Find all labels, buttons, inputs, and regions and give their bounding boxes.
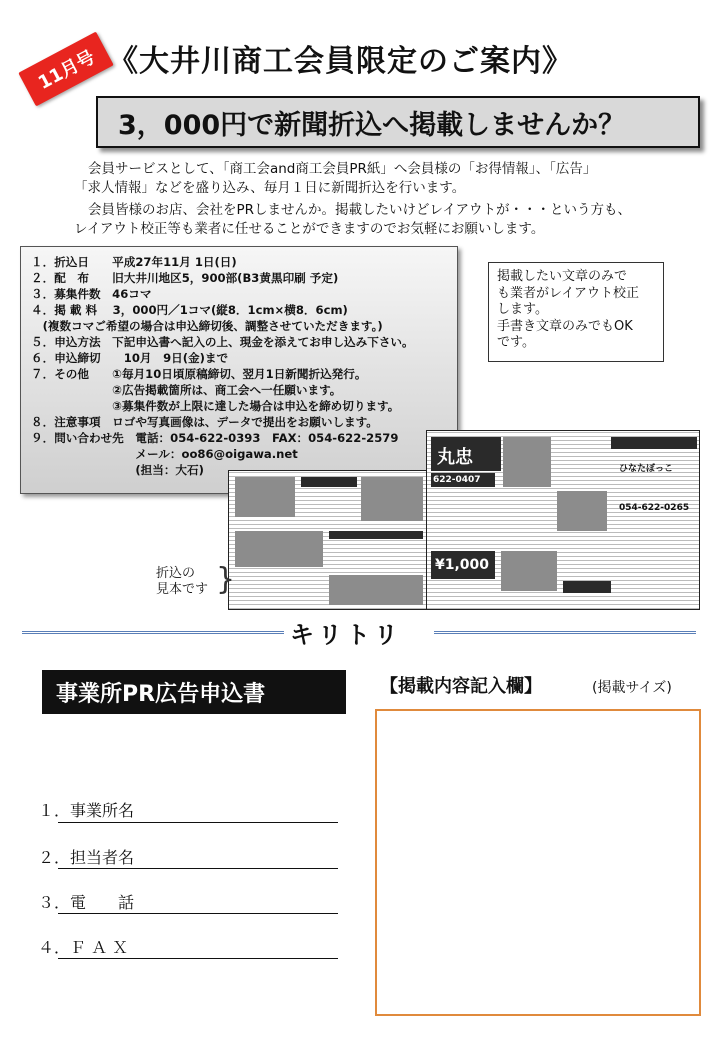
sample-photo	[235, 477, 295, 517]
note-box	[488, 262, 664, 362]
field-fax-label: ４．Ｆ Ａ Ｘ	[38, 938, 129, 957]
intro-line-4: レイアウト校正等も業者に任せることができますのでお気軽にお願いします。	[74, 221, 545, 237]
content-entry-area[interactable]	[375, 709, 701, 1016]
sample-caption	[156, 566, 208, 598]
cut-line-right	[434, 631, 696, 634]
cut-label: キリトリ	[290, 621, 402, 649]
sample-ad-price: ¥1,000	[435, 557, 490, 573]
detail-line: ２．配 布 旧大井川地区5，900部(B3黄黒印刷 予定)	[31, 271, 339, 285]
detail-line: ５．申込方法 下記申込書へ記入の上、現金を添えてお申し込み下さい。	[31, 335, 414, 349]
form-title	[42, 670, 346, 714]
detail-line: ②広告掲載箇所は、商工会へ一任願います。	[31, 383, 342, 397]
note-line: も業者がレイアウト校正	[497, 285, 639, 301]
sample-newspaper	[228, 430, 700, 610]
sample-photo	[329, 575, 423, 605]
detail-line: ９．問い合わせ先 電話：054-622-0393 FAX：054-622-2579	[31, 431, 399, 445]
field-contact-person-line[interactable]	[58, 868, 338, 869]
field-business-name-label: １．事業所名	[38, 801, 135, 820]
page-title: 《大井川商工会員限定のご案内》	[108, 44, 573, 79]
field-phone-label: ３．電 話	[38, 893, 135, 912]
detail-line: ③募集件数が上限に達した場合は申込を締め切ります。	[31, 399, 400, 413]
sample-heading	[329, 531, 423, 539]
headline-text: 3，000円で新聞折込へ掲載しませんか？	[118, 109, 626, 141]
cut-line-left	[22, 631, 284, 634]
sample-ad-shop: ひなたぼっこ	[619, 464, 674, 474]
form-title-text: 事業所PR広告申込書	[56, 681, 266, 707]
headline-banner	[96, 96, 700, 148]
field-fax-line[interactable]	[58, 958, 338, 959]
intro-line-2: 「求人情報」などを盛り込み、毎月１日に新聞折込を行います。	[74, 180, 466, 196]
brace-icon: }	[216, 562, 236, 597]
detail-line: ３．募集件数 46コマ	[31, 287, 152, 301]
intro-line-3: 会員皆様のお店、会社をPRしませんか。掲載したいけどレイアウトが・・・という方も、	[88, 202, 631, 218]
detail-line: (担当：大石)	[31, 463, 204, 477]
detail-line: ４．掲 載 料 3，000円／1コマ(縦8．1cm×横8．6cm)	[31, 303, 348, 317]
content-heading: 【掲載内容記入欄】	[380, 676, 542, 697]
sample-photo	[501, 551, 557, 591]
field-business-name-line[interactable]	[58, 822, 338, 823]
sample-heading	[611, 437, 697, 449]
sample-photo	[361, 477, 423, 521]
sample-caption-line: 見本です	[156, 582, 209, 597]
sample-photo	[557, 491, 607, 531]
sample-page-right	[426, 430, 700, 610]
sample-ad-tel: 054-622-0265	[619, 503, 690, 513]
sample-ad-name: 丸忠	[437, 447, 473, 468]
issue-badge: 11月号	[18, 32, 114, 107]
detail-line: ６．申込締切 10月 9日(金)まで	[31, 351, 229, 365]
sample-ad-phone: 622-0407	[433, 475, 481, 485]
sample-heading	[301, 477, 357, 487]
intro-line-1: 会員サービスとして、「商工会and商工会員PR紙」へ会員様の「お得情報」、「広告」	[88, 161, 597, 177]
sample-photo	[235, 531, 323, 567]
sample-caption-line: 折込の	[156, 566, 196, 581]
note-line: します。	[497, 302, 548, 317]
note-line: です。	[497, 335, 535, 350]
detail-line: メール：oo86@oigawa.net	[31, 447, 298, 461]
detail-line: ７．その他 ①毎月10日頃原稿締切、翌月1日新聞折込発行。	[31, 367, 367, 381]
sample-photo	[503, 437, 551, 487]
field-contact-person-label: ２．担当者名	[38, 848, 135, 867]
sample-heading	[563, 581, 611, 593]
note-line: 手書き文章のみでもOK	[497, 318, 633, 334]
sample-page-left	[228, 470, 428, 610]
detail-line: １．折込日 平成27年11月 1日(日)	[31, 255, 237, 269]
content-size-label: (掲載サイズ)	[592, 680, 672, 696]
detail-line: ８．注意事項 ロゴや写真画像は、データで提出をお願いします。	[31, 415, 378, 429]
note-line: 掲載したい文章のみで	[497, 269, 628, 284]
detail-line: (複数コマご希望の場合は申込締切後、調整させていただきます。)	[31, 319, 383, 333]
field-phone-line[interactable]	[58, 913, 338, 914]
